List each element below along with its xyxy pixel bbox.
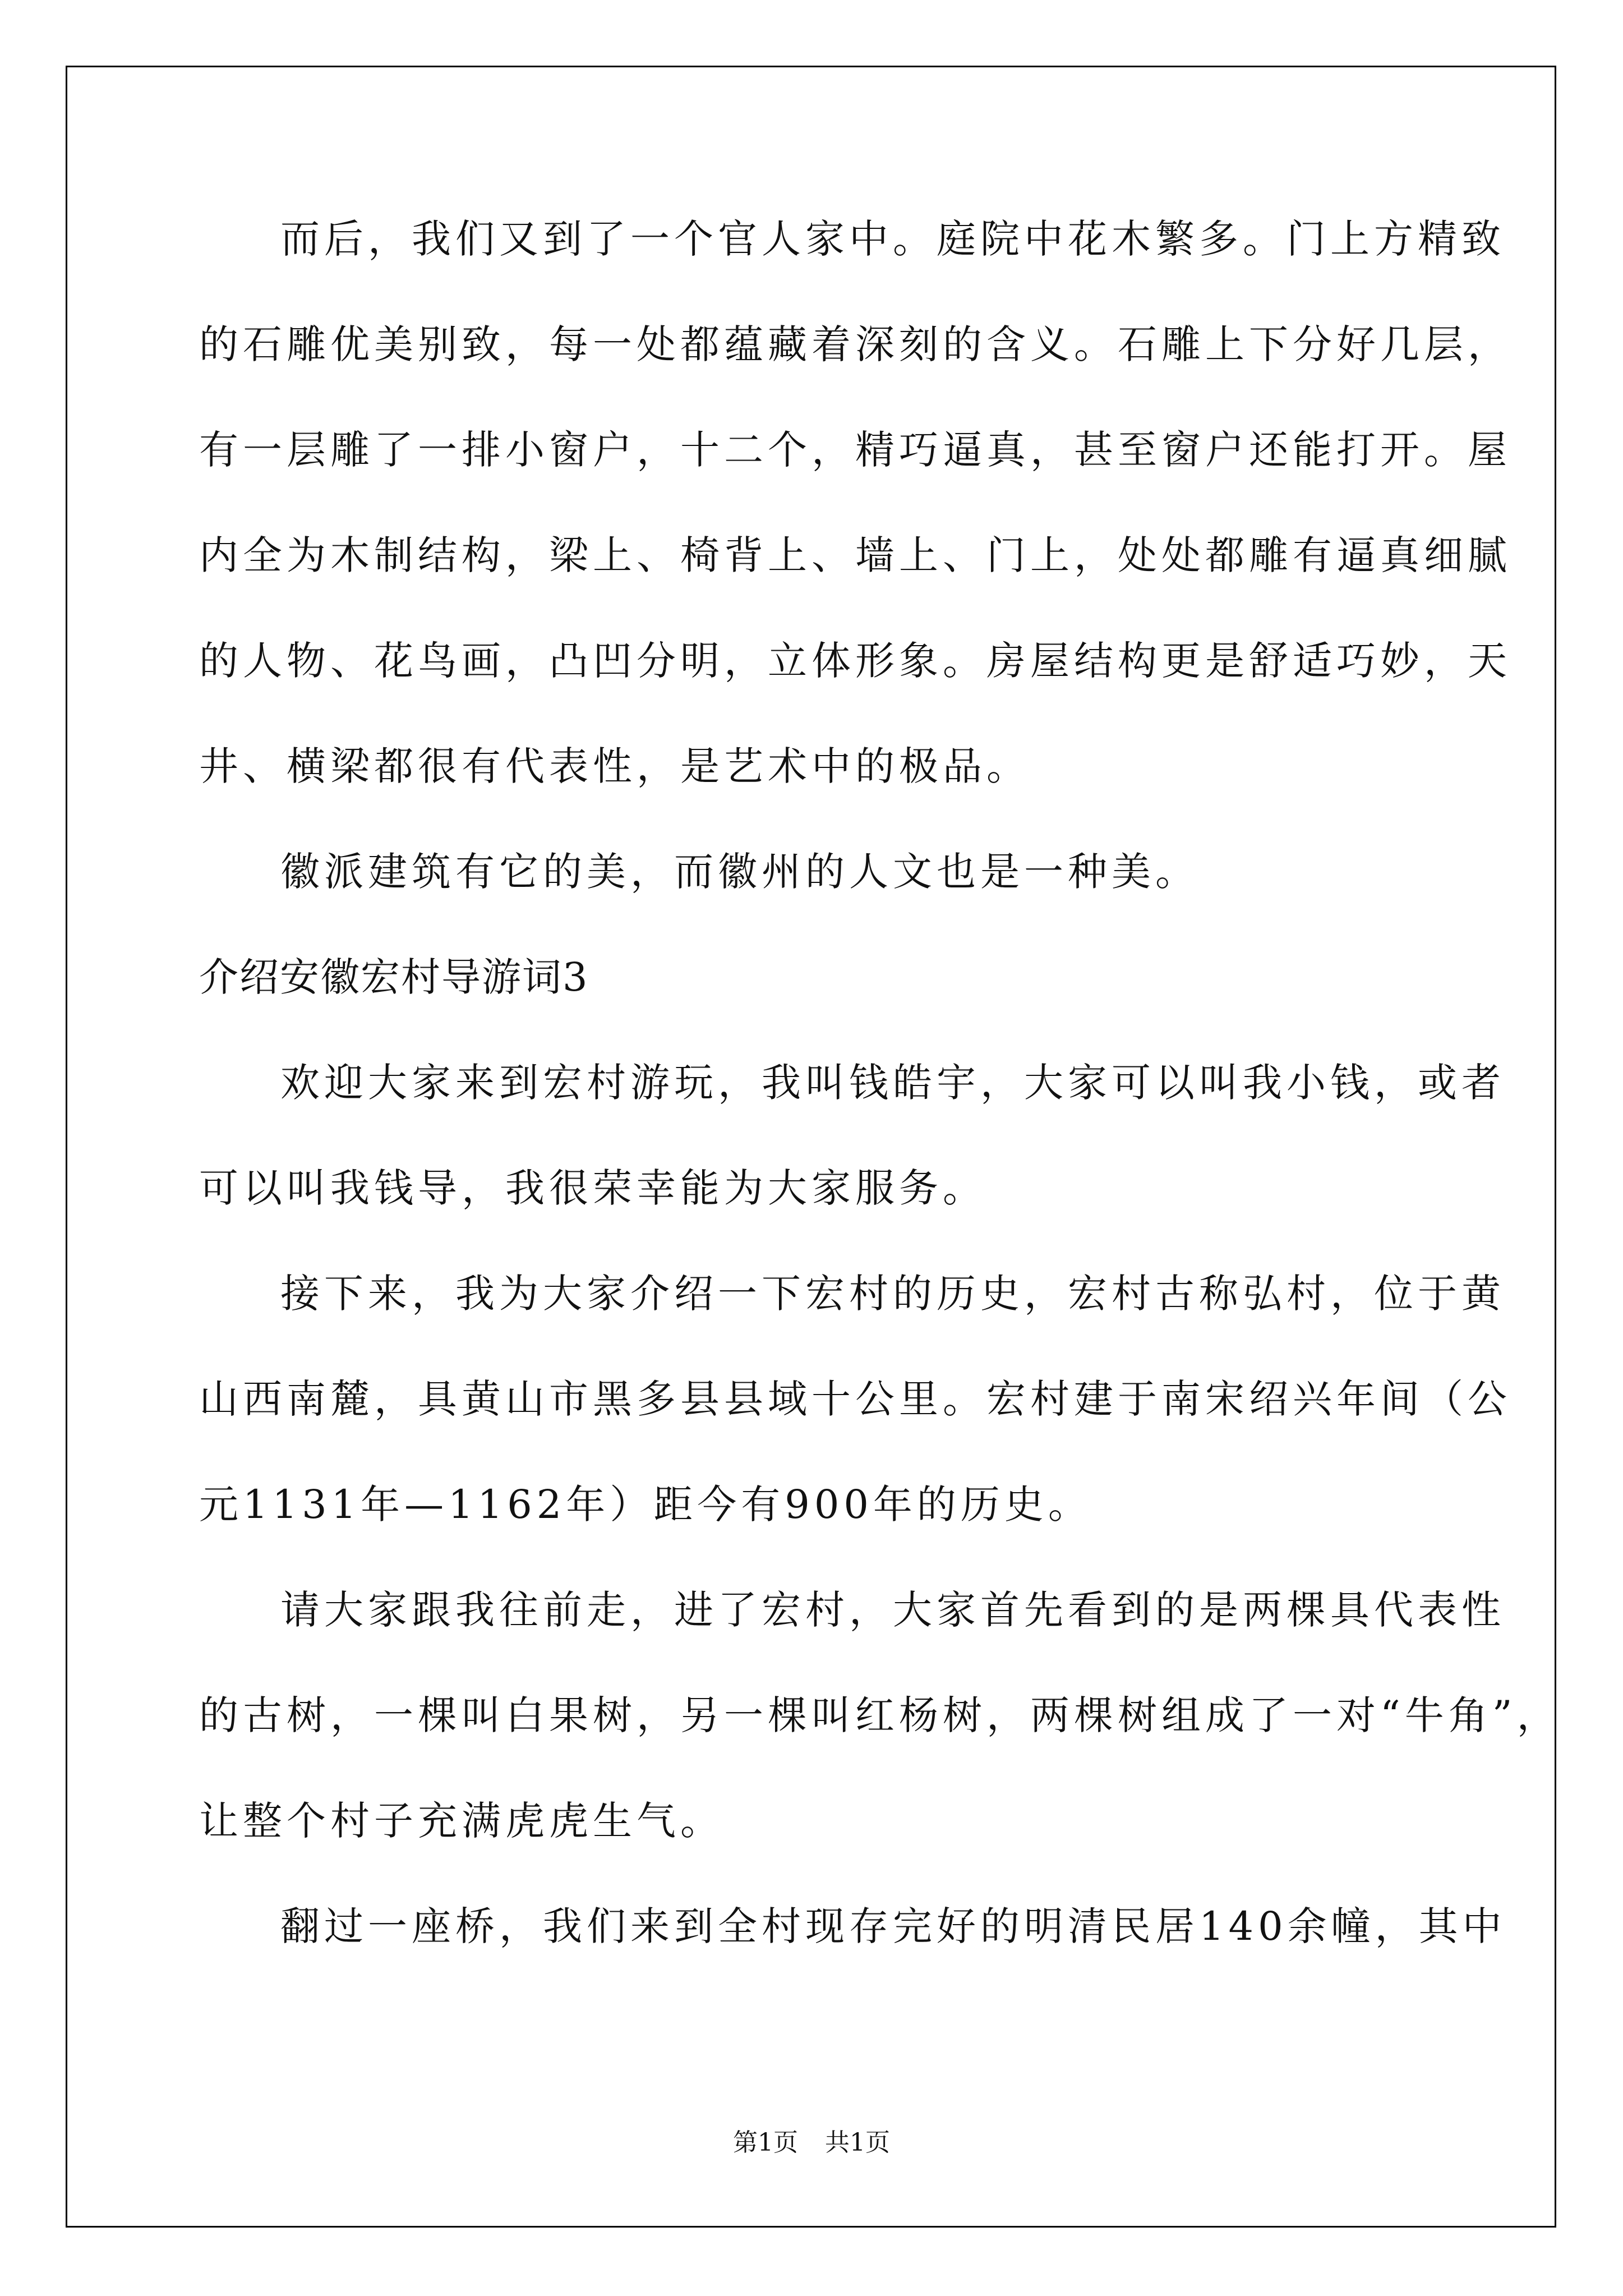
page-total: 共1页 — [825, 2128, 890, 2157]
paragraph-line: 接下来，我为大家介绍一下宏村的历史，宏村古称弘村，位于黄 — [280, 1271, 1505, 1317]
document-body — [199, 213, 1561, 2006]
paragraph-line: 可以叫我钱导，我很荣幸能为大家服务。 — [199, 1165, 986, 1211]
paragraph-line: 翻过一座桥，我们来到全村现存完好的明清民居140余幢，其中 — [280, 1903, 1506, 1949]
page-number: 第1页 — [733, 2128, 798, 2157]
paragraph-line: 有一层雕了一排小窗户，十二个，精巧逼真，甚至窗户还能打开。屋 — [199, 427, 1511, 473]
paragraph-line: 井、横梁都很有代表性，是艺术中的极品。 — [199, 743, 1030, 789]
paragraph-line: 的石雕优美别致，每一处都蕴藏着深刻的含义。石雕上下分好几层， — [199, 321, 1511, 367]
page-footer — [0, 2126, 1623, 2160]
paragraph-line: 欢迎大家来到宏村游玩，我叫钱皓宇，大家可以叫我小钱，或者 — [280, 1060, 1505, 1106]
paragraph-line: 的古树，一棵叫白果树，另一棵叫红杨树，两棵树组成了一对“牛角”， — [199, 1692, 1561, 1738]
paragraph-line: 山西南麓，具黄山市黑多县县域十公里。宏村建于南宋绍兴年间（公 — [199, 1376, 1511, 1422]
section-heading: 介绍安徽宏村导游词3 — [199, 954, 589, 1000]
paragraph-line: 请大家跟我往前走，进了宏村，大家首先看到的是两棵具代表性 — [280, 1587, 1505, 1633]
paragraph-line: 徽派建筑有它的美，而徽州的人文也是一种美。 — [280, 849, 1199, 895]
paragraph-line: 内全为木制结构，梁上、椅背上、墙上、门上，处处都雕有逼真细腻 — [199, 532, 1511, 578]
paragraph-line: 让整个村子充满虎虎生气。 — [199, 1798, 724, 1844]
paragraph-line: 元1131年—1162年）距今有900年的历史。 — [199, 1481, 1092, 1527]
paragraph-line: 而后，我们又到了一个官人家中。庭院中花木繁多。门上方精致 — [280, 216, 1505, 262]
paragraph-line: 的人物、花鸟画，凸凹分明，立体形象。房屋结构更是舒适巧妙，天 — [199, 638, 1511, 684]
